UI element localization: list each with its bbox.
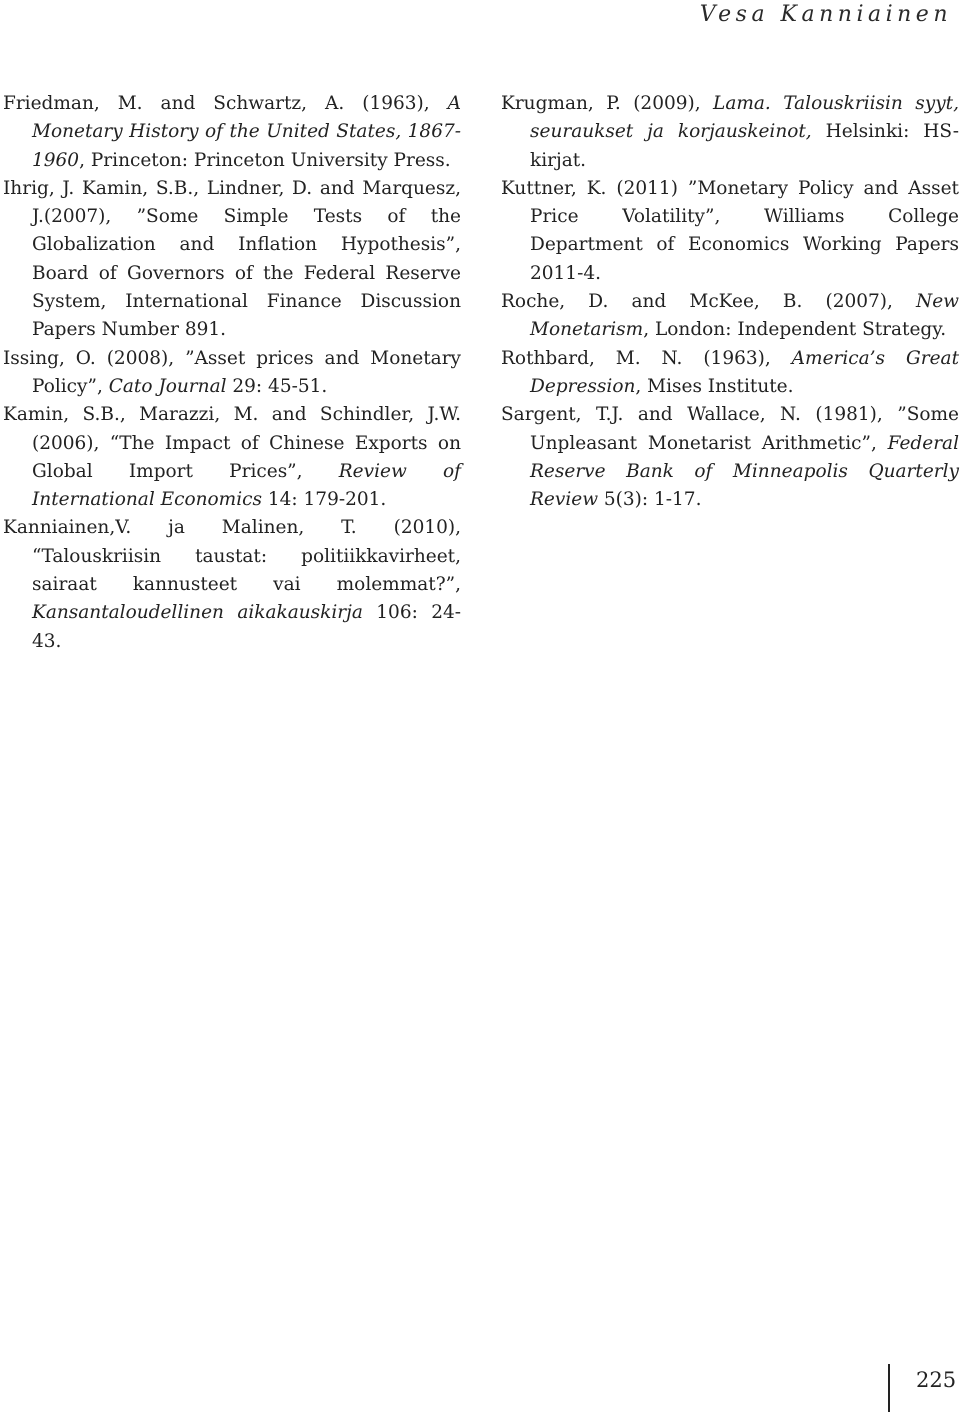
reference-entry: Friedman, M. and Schwartz, A. (1963), A Monetary History of the United States, 1867-1960, Princeton: Princeton University Press. bbox=[3, 93, 461, 171]
reference-entry: Roche, D. and McKee, B. (2007), New Monetarism, London: Independent Strategy. bbox=[501, 291, 959, 341]
references-right-column bbox=[501, 90, 959, 514]
page-number: 225 bbox=[916, 1368, 957, 1392]
reference-entry: Kuttner, K. (2011) ”Monetary Policy and Asset Price Volatility”, Williams College Department of Economics Working Papers 2011-4. bbox=[501, 177, 959, 284]
page-number-rule bbox=[888, 1364, 890, 1412]
reference-entry: Rothbard, M. N. (1963), America’s Great Depression, Mises Institute. bbox=[501, 347, 960, 397]
running-head: Vesa Kanniainen bbox=[699, 2, 952, 27]
reference-entry: Kanniainen,V. ja Malinen, T. (2010), “Talouskriisin taustat: politiikkavirheet, sairaat kannusteet vai molemmat?”, Kansantaloudellinen aikakauskirja 106: 24-43. bbox=[3, 517, 461, 652]
reference-entry: Krugman, P. (2009), Lama. Talouskriisin syyt, seuraukset ja korjauskeinot, Helsinki: HS-kirjat. bbox=[501, 93, 959, 171]
reference-entry: Ihrig, J. Kamin, S.B., Lindner, D. and Marquesz, J.(2007), ”Some Simple Tests of the Globalization and Inflation Hypothesis”, Board of Governors of the Federal Reserve System, International Finance Discussion Papers Number 891. bbox=[3, 177, 461, 341]
references-left-column bbox=[3, 90, 461, 656]
reference-entry: Sargent, T.J. and Wallace, N. (1981), ”Some Unpleasant Monetarist Arithmetic”, Federal Reserve Bank of Minneapolis Quarterly Review 5(3): 1-17. bbox=[501, 404, 959, 511]
reference-entry: Issing, O. (2008), ”Asset prices and Monetary Policy”, Cato Journal 29: 45-51. bbox=[3, 347, 461, 397]
reference-entry: Kamin, S.B., Marazzi, M. and Schindler, J.W. (2006), “The Impact of Chinese Exports on Global Import Prices”, Review of International Economics 14: 179-201. bbox=[3, 404, 461, 511]
